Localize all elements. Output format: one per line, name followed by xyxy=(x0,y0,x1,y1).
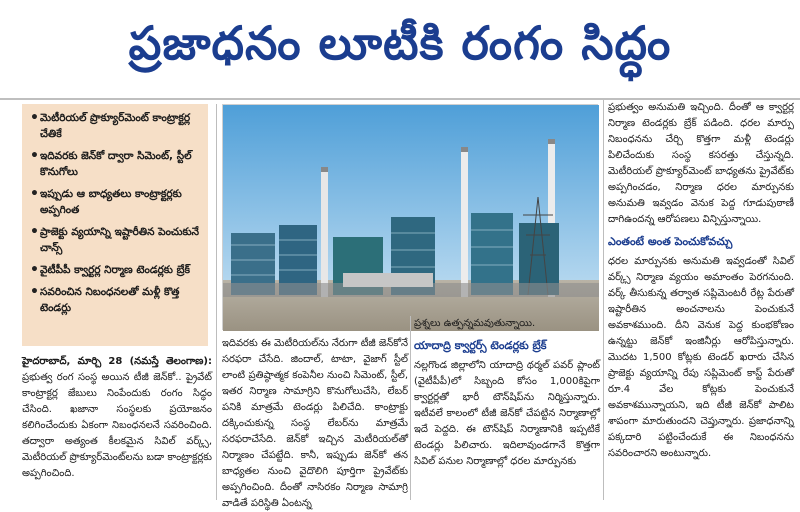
article-text: నల్లగొండ జిల్లాలోని యాదాద్రి థర్మల్ పవర్ ప్లాంట్ (వైటీపీపీ)లో సిబ్బంది కోసం 1,000కిపైగా క్వార్టర్లతో భారీ టౌన్‌షిప్‌ను నిర్మిస్తున్నారు. ఇటీవలే కాలంలో టీజీ జెన్‌కో చేపట్టిన నిర్మాణాల్లో ఇదే పెద్దది. ఈ టౌన్‌షిప్ నిర్మాణానికి ఇప్పటికే టెండర్లు పిలిచారు. ఇదిలావుండగానే కొత్తగా సివిల్ పనుల నిర్మాణాల్లో ధరల మార్పునకు xyxy=(414,360,600,467)
column-divider xyxy=(603,100,604,500)
bullet-icon: • xyxy=(30,148,39,164)
highlight-item xyxy=(30,262,202,278)
highlight-text: వైటీపీపీ క్వార్టర్ల నిర్మాణ టెండర్లకు బ్రేక్ xyxy=(40,264,190,276)
bullet-icon: • xyxy=(30,110,39,126)
highlight-text: ప్రాజెక్టు వ్యయాన్ని ఇష్టారీతిన పెంచుకునే చాన్స్ xyxy=(40,226,199,254)
highlight-text: మెటీరియల్ ప్రొక్యూర్‌మెంట్ కాంట్రాక్టర్ల చేతికే xyxy=(40,112,191,140)
dateline: హైదరాబాద్, మార్చి 28 (నమస్తే తెలంగాణ): xyxy=(22,356,212,367)
power-plant-photo xyxy=(222,104,598,330)
highlight-text: ఇదివరకు జెన్‌కో ద్వారా సిమెంట్, స్టీల్ కొనుగోలు xyxy=(40,150,192,178)
highlight-item xyxy=(30,284,202,316)
bullet-icon: • xyxy=(30,262,39,278)
article-text: ఇదివరకు ఈ మెటీరియల్‌ను నేరుగా టీజీ జెన్‌కోనే సరఫరా చేసేది. జిందాల్, టాటా, వైజాగ్ స్టీల్ లాంటి ప్రతిష్ఠాత్మక కంపెనీల నుంచి సిమెంట్, స్టీల్, ఇతర నిర్మాణ సామాగ్రిని కొనుగోలుచేసి, లేబర్ పనికి మాత్రమే టెండర్లు పిలిచేది. కాంట్రాక్టు దక్కించుకున్న సంస్థ లేబర్‌ను మాత్రమే సరఫరాచేసేది. జెన్‌కో ఇచ్చిన మెటీరియల్‌తో నిర్మాణం చేపట్టేది. కానీ, ఇప్పుడు జెన్‌కో తన బాధ్యతల నుంచి వైదొలిగి పూర్తిగా ప్రైవేట్‌కు అప్పగించింది. దీంతో నాసిరకం నిర్మాణ సామాగ్రి వాడితే పరిస్థితి ఏంటన్న xyxy=(222,338,408,509)
article-text: ధరల మార్పునకు అనుమతి ఇవ్వడంతో సివిల్ వర్క్స్ నిర్మాణ వ్యయం అమాంతం పెరగనుంది. వర్క్ తీసుకున్న తర్వాత సప్లిమెంటరీ రేట్ల పేరుతో ఇష్టారీతిన అంచనాలను పెంచుకునే అవకాశముంది. దీని వెనుక పెద్ద కుంభకోణం ఉన్నట్టు జెన్‌కో ఇంజినీర్లు ఆరోపిస్తున్నారు. మొదట 1,500 కోట్లకు టెండర్ ఖరారు చేసిన ప్రాజెక్టు వ్యయాన్ని రేపు సప్లిమెంట్ కాస్ట్ పేరుతో రూ.4 వేల కోట్లకు పెంచుకునే అవకాశమున్నాయని, ఇది టీజీ జెన్‌కో పాలిట శాపంగా మారుతుందని చెప్తున్నారు. ప్రజాధనాన్ని పక్కదారి పట్టించేందుకే ఈ నిబంధనను సవరించారని అంటున్నారు. xyxy=(608,256,794,459)
headline: ప్రజాధనం లూటీకి రంగం సిద్ధం xyxy=(0,0,800,100)
highlight-item xyxy=(30,148,202,180)
column-divider xyxy=(216,104,217,500)
article-column-4 xyxy=(608,100,794,500)
subheading: ఎంతంటే అంత పెంచుకోవచ్చు xyxy=(608,235,733,248)
highlight-item xyxy=(30,224,202,256)
article-text: ప్రభుత్వం అనుమతి ఇచ్చింది. దీంతో ఆ క్వార్టర్ల నిర్మాణ టెండర్లకు బ్రేక్ పడింది. ధరల మార్పు నిబంధనను చేర్చి కొత్తగా మళ్లీ టెండర్లు పిలిచేందుకు సంస్థ కసరత్తు చేస్తున్నది. మెటీరియల్ ప్రొక్యూర్‌మెంట్ బాధ్యతను ప్రైవేట్‌కు అప్పగించడం, నిర్మాణ ధరల మార్పునకు అనుమతి ఇవ్వడం వెనుక పెద్ద గూడుపుఠాణీ దాగిఉందన్న ఆరోపణలు విన్పిస్తున్నాయి. xyxy=(608,102,794,225)
highlight-item xyxy=(30,186,202,218)
bullet-icon: • xyxy=(30,224,39,240)
highlight-text: ఇప్పుడు ఆ బాధ్యతలు కాంట్రాక్టర్లకు అప్పగింత xyxy=(40,188,182,216)
article-text: ప్రభుత్వ రంగ సంస్థ అయిన టీజీ జెన్‌కో.. ప్రైవేట్ కాంట్రాక్టర్ల జేబులు నింపేందుకు రంగం సిద్ధం చేసింది. ఖజానా సంస్థలకు ప్రయోజనం కలిగించేందుకు ఏకంగా నిబంధనలనే సవరించింది. తద్వారా అత్యంత కీలకమైన సివిల్ వర్క్స్, మెటీరియల్ ప్రొక్యూర్‌మెంట్‌లను బడా కాంట్రాక్టర్లకు అప్పగించింది. xyxy=(22,372,212,479)
article-column-2 xyxy=(222,336,408,509)
article-column-3 xyxy=(414,316,600,500)
subheading: యాదాద్రి క్వార్టర్స్ టెండర్లకు బ్రేక్ xyxy=(414,339,547,352)
highlight-item xyxy=(30,110,202,142)
highlight-text: సవరించిన నిబంధనలతో మళ్లీ కొత్త టెండర్లు xyxy=(40,286,180,314)
article-column-1 xyxy=(22,354,212,500)
column-divider xyxy=(410,316,411,500)
highlights-box xyxy=(22,104,208,346)
bullet-icon: • xyxy=(30,284,39,300)
article-text: ప్రశ్నలు ఉత్పన్నమవుతున్నాయి. xyxy=(414,318,536,329)
bullet-icon: • xyxy=(30,186,39,202)
